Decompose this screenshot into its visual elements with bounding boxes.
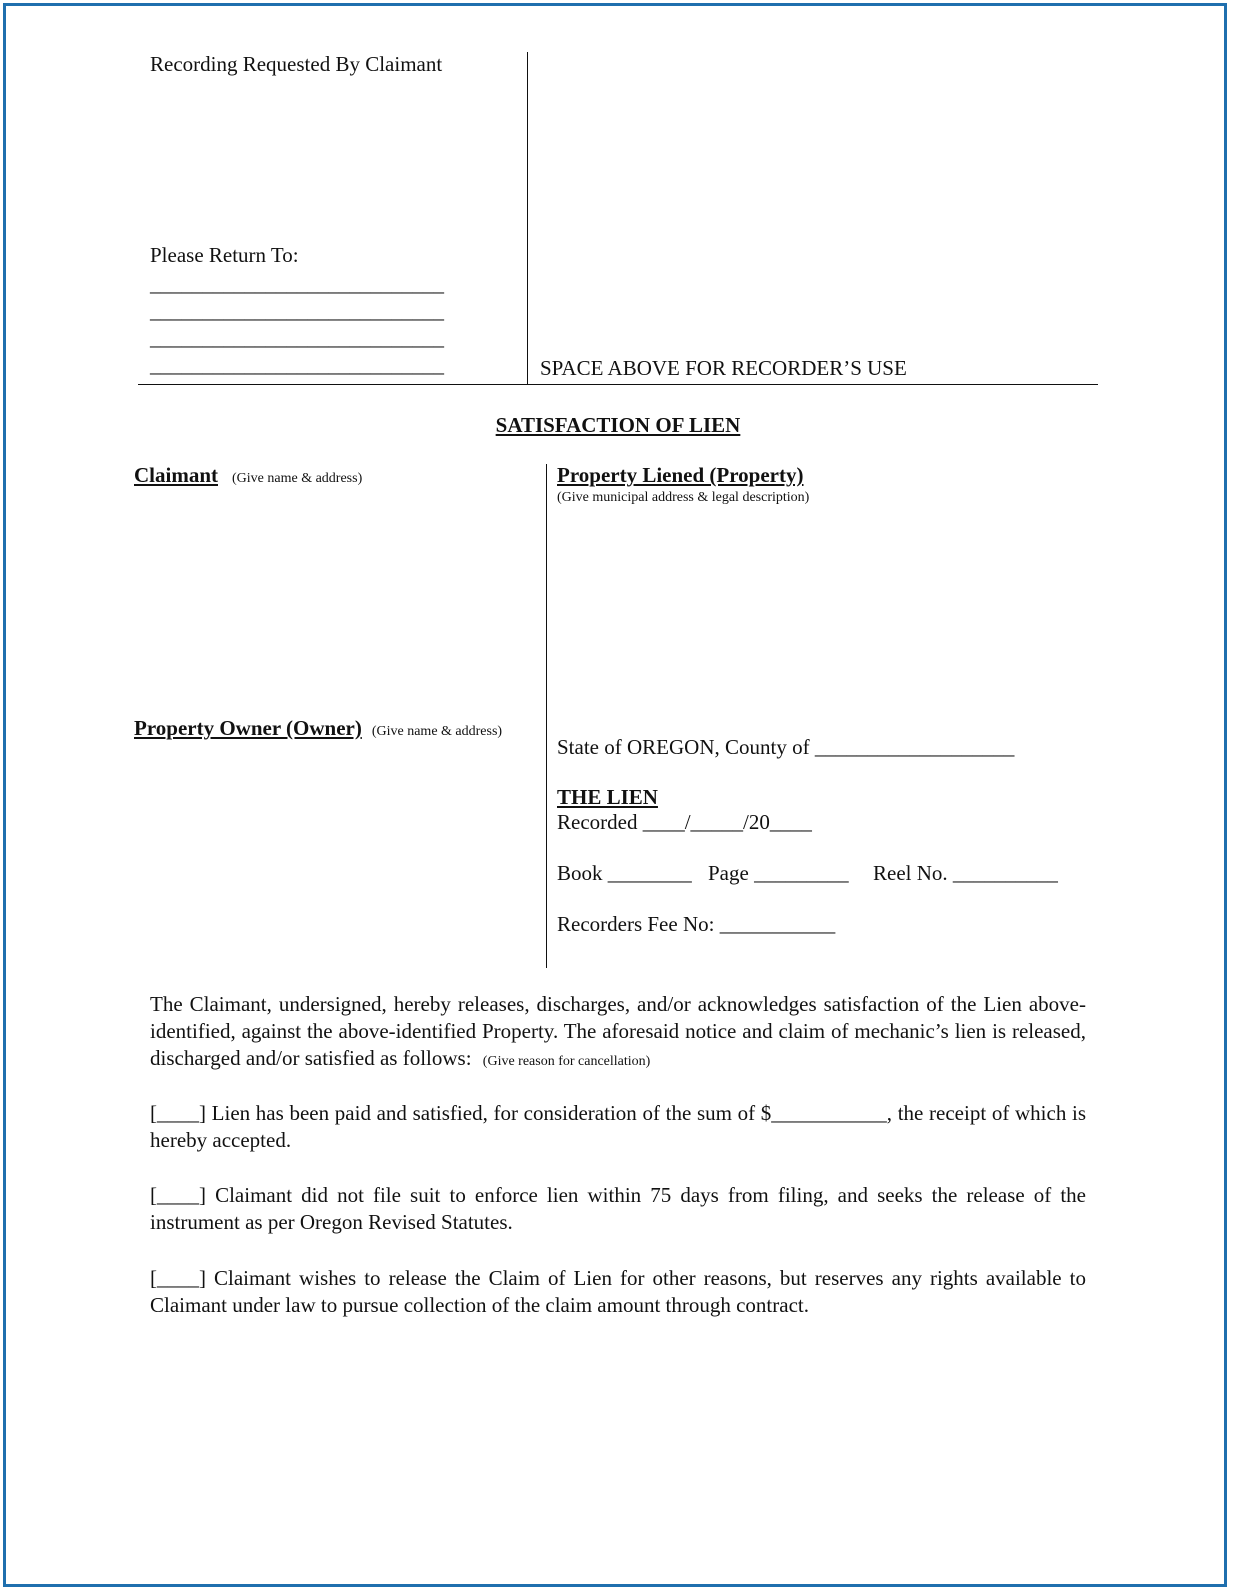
claimant-label: Claimant	[134, 463, 218, 487]
property-label: Property Liened (Property)	[557, 463, 804, 487]
recording-requested: Recording Requested By Claimant	[150, 52, 443, 76]
return-blank-1[interactable]: ____________________________	[150, 272, 444, 296]
return-blank-4[interactable]: ____________________________	[150, 353, 444, 377]
release-text: The Claimant, undersigned, hereby releases, discharges, and/or acknowledges satisfaction of the Lien above-identified, against the above-identified Property. The aforesaid notice and claim of mechanic’s lien is released, discharged and/or satisfied as follows:	[150, 992, 1086, 1070]
recorder-space-label: SPACE ABOVE FOR RECORDER’S USE	[540, 356, 907, 380]
claimant-hint: (Give name & address)	[232, 471, 363, 486]
recorded-date-line[interactable]: Recorded ____/_____/20____	[557, 810, 812, 834]
recorders-fee-field[interactable]: Recorders Fee No: ___________	[557, 912, 836, 936]
return-blank-3[interactable]: ____________________________	[150, 326, 444, 350]
page-field[interactable]: Page _________	[708, 861, 849, 885]
owner-section	[134, 716, 502, 741]
owner-label: Property Owner (Owner)	[134, 716, 362, 740]
claimant-section	[134, 463, 362, 488]
please-return-label: Please Return To:	[150, 243, 299, 267]
book-field[interactable]: Book ________	[557, 861, 692, 885]
property-hint: (Give municipal address & legal description)	[557, 490, 810, 505]
option-other-reasons[interactable]: [____] Claimant wishes to release the Claim of Lien for other reasons, but reserves any rights available to Claimant under law to pursue collection of the claim amount through contract.	[150, 1266, 1086, 1317]
option-paid[interactable]: [____] Lien has been paid and satisfied, for consideration of the sum of $___________, the receipt of which is hereby accepted.	[150, 1101, 1086, 1152]
release-hint: (Give reason for cancellation)	[482, 1054, 651, 1069]
column-divider	[546, 464, 547, 968]
header-rule	[138, 384, 1098, 385]
release-statement	[150, 991, 1086, 1075]
state-county-line[interactable]: State of OREGON, County of ___________________	[557, 735, 1015, 759]
return-blank-2[interactable]: ____________________________	[150, 299, 444, 323]
reel-field[interactable]: Reel No. __________	[873, 861, 1058, 885]
header-divider	[527, 52, 528, 384]
option-no-suit[interactable]: [____] Claimant did not file suit to enforce lien within 75 days from filing, and seeks the release of the instrument as per Oregon Revised Statutes.	[150, 1183, 1086, 1234]
owner-hint: (Give name & address)	[371, 724, 503, 739]
lien-heading: THE LIEN	[557, 785, 658, 809]
document-title: SATISFACTION OF LIEN	[495, 413, 741, 437]
